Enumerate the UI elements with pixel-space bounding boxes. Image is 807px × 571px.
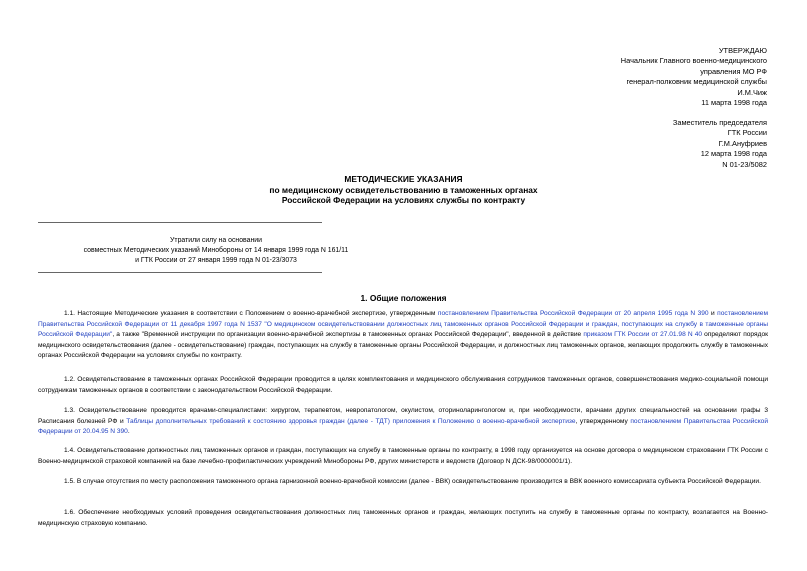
note-line: совместных Методических указаний Минобороны от 14 января 1999 года N 161/11 <box>83 247 349 255</box>
text: 1.1. Настоящие Методические указания в соответствии с Положением о военно-врачебной экспертизе, утвержденным <box>64 310 438 317</box>
approval-line: Начальник Главного военно-медицинского <box>620 56 767 66</box>
approval-block-chief <box>621 46 767 108</box>
paragraph-1-2: 1.2. Освидетельствование в таможенных органах Российской Федерации проводится в целях комплектования и медицинского обслуживания сотрудников таможенных органов, совершенствования медико-социальной помощи сотрудникам таможенных органов в соответствии с законодательством Российской Федерации. <box>38 376 768 394</box>
text: 1.3. Освидетельствование проводится врачами-специалистами: хирургом, терапевтом, невропатологом, окулистом, оториноларингологом и, при необходимости, врачами других специальностей на основании графы 3 Расписания болезней РФ и <box>38 407 768 425</box>
title-line: МЕТОДИЧЕСКИЕ УКАЗАНИЯ <box>344 174 463 184</box>
document-title <box>0 174 807 206</box>
approval-line: 11 марта 1998 года <box>701 98 767 108</box>
section-heading: 1. Общие положения <box>360 293 447 303</box>
link-decree-390-b[interactable]: постановлением Правительства Российской Федерации от 20.04.95 N 390 <box>38 417 769 436</box>
lost-force-note <box>38 236 394 267</box>
text: и <box>708 310 718 317</box>
paragraph-1-4: 1.4. Освидетельствование должностных лиц таможенных органов и граждан, поступающих на службу в таможенные органы по контракту, в 1998 году организуется на основе договора о медицинском страховании ГТК России с Военно-медицинской страховой компанией на базе лечебно-профилактических учреждений Минобороны РФ, других министерств и ведомств (Договор N ДСК-98/0000001/1). <box>38 447 768 465</box>
paragraph-1-5: 1.5. В случае отсутствия по месту расположения таможенного органа гарнизонной военно-врачебной комиссии (далее - ВВК) освидетельствование производится в ВВК военного комиссариата субъекта Российской Федерации. <box>64 478 761 485</box>
approval-line: 12 марта 1998 года <box>700 149 767 159</box>
divider-bottom <box>38 272 322 273</box>
link-decree-390[interactable]: постановлением Правительства Российской Федерации от 20 апреля 1995 года N 390 <box>437 310 709 317</box>
text: . <box>127 428 130 436</box>
title-line: по медицинскому освидетельствованию в таможенных органах <box>269 184 538 195</box>
paragraph-1-1 <box>38 309 768 362</box>
text: , утвержденному <box>575 417 631 425</box>
link-tdt-table[interactable]: Таблицы дополнительных требований к состоянию здоровья граждан (далее - ТДТ) приложения к Положению о военно-врачебной экспертизе <box>126 417 576 425</box>
note-line: Утратили силу на основании <box>170 237 262 244</box>
link-decree-1537[interactable]: постановлением Правительства Российской Федерации от 11 декабря 1997 года N 1537 "О медицинском освидетельствовании должностных лиц таможенных органов Российской Федерации и граждан, поступающих на службу в таможенные органы Российской Федерации" <box>38 310 769 339</box>
approval-line: УТВЕРЖДАЮ <box>718 46 767 55</box>
paragraph-1-6: 1.6. Обеспечение необходимых условий проведения освидетельствования должностных лиц таможенных органов и граждан, желающих поступить на службу в таможенные органы по контракту, возлагается на Военно-медицинскую страховую компанию. <box>38 509 768 527</box>
approval-line: управления МО РФ <box>700 66 767 76</box>
approval-line: N 01-23/5082 <box>722 159 767 169</box>
title-line: Российской Федерации на условиях службы по контракту <box>281 195 526 206</box>
approval-line: ГТК России <box>727 128 767 138</box>
note-line: и ГТК России от 27 января 1999 года N 01-23/3073 <box>135 257 297 265</box>
approval-line: Заместитель председателя <box>672 118 767 127</box>
text: определяют порядок медицинского освидетельствования (далее - освидетельствование) граждан, поступающих на службу в таможенные органы Российской Федерации, и должностных лиц таможенных органов, желающих продолжить службу в таможенных органах Российской Федерации на условиях службы по контракту. <box>38 331 768 360</box>
text: , а также "Временной инструкции по организации военно-врачебной экспертизы в таможенных органах Российской Федерации", введенной в действие <box>112 331 584 339</box>
divider-top <box>38 222 322 223</box>
paragraph-1-3 <box>38 406 768 438</box>
approval-line: генерал-полковник медицинской службы <box>626 77 767 87</box>
approval-line: Г.М.Ануфриев <box>718 138 767 148</box>
approval-block-deputy <box>673 118 767 170</box>
link-order-40[interactable]: приказом ГТК России от 27.01.98 N 40 <box>583 331 703 339</box>
approval-line: И.М.Чиж <box>737 87 767 97</box>
